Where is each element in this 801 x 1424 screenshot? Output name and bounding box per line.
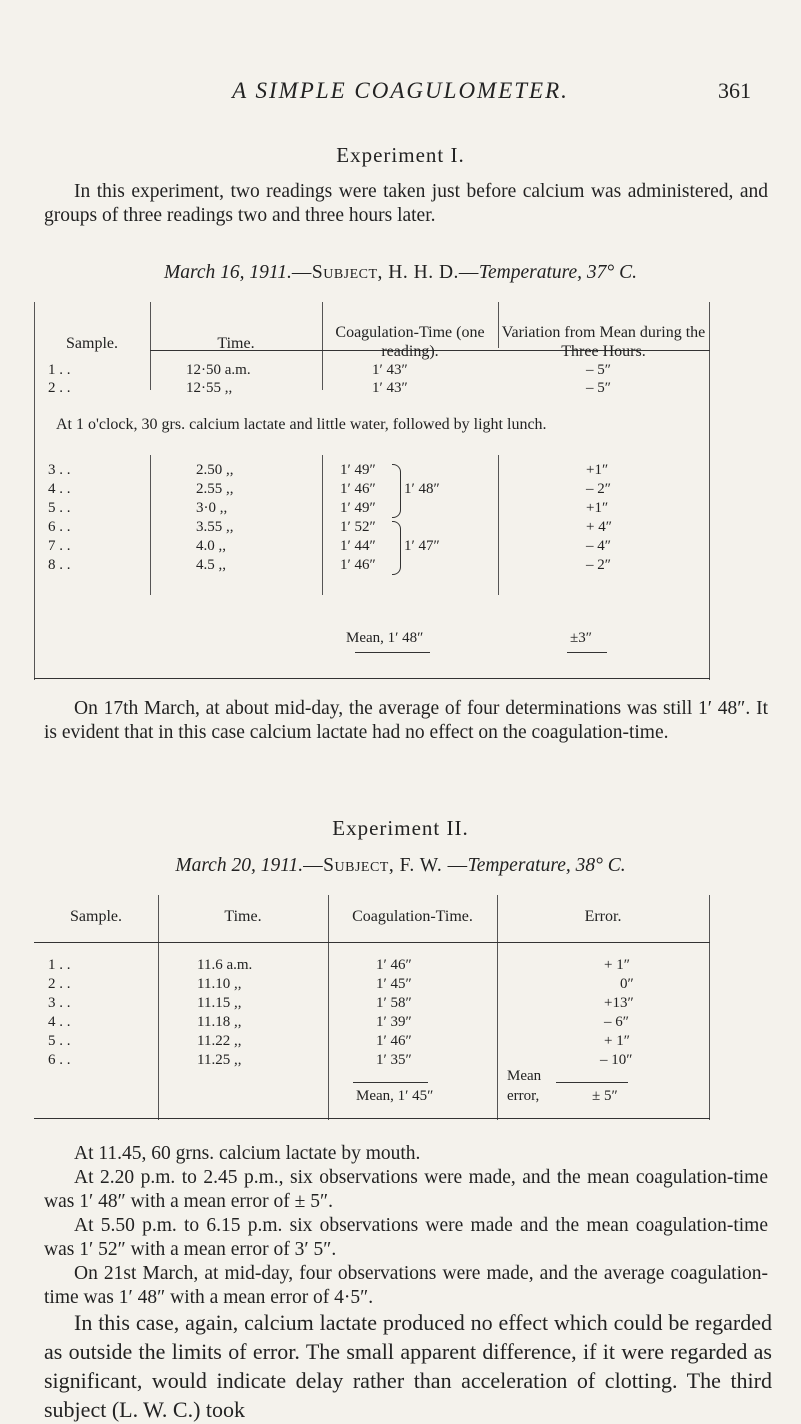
paragraph: At 11.45, 60 grns. calcium lactate by mouth. xyxy=(74,1143,421,1164)
table-row-coag: 1′ 43″ xyxy=(372,380,408,396)
table-row-time: 11.10 ,, xyxy=(197,976,242,992)
table-row-time: 11.18 ,, xyxy=(197,1014,242,1030)
table-row-time: 11.6 a.m. xyxy=(197,957,253,973)
calcium-note: At 1 o'clock, 30 grs. calcium lactate and little water, followed by light lunch. xyxy=(56,416,547,433)
final-paragraph: In this case, again, calcium lactate produced no effect which could be regarded as outside the limits of error. The small apparent difference, if it were regarded as significant, would indicate delay rather than acceleration of clotting. The third subject (L. W. C.) took xyxy=(44,1310,772,1422)
experiment-1-mean: Mean, 1′ 48″ xyxy=(346,630,424,646)
group-brace xyxy=(392,464,401,518)
table-row-coag: 1′ 49″ xyxy=(340,500,376,516)
table-row-variation: +1″ xyxy=(586,462,609,478)
table-row-time: 11.25 ,, xyxy=(197,1052,242,1068)
table-row-sample: 6 . . xyxy=(48,519,71,535)
mean-error-value: ± 5″ xyxy=(592,1088,618,1104)
table-row-sample: 2 . . xyxy=(48,380,71,396)
col-header-time: Time. xyxy=(224,908,262,925)
table-row-sample: 7 . . xyxy=(48,538,71,554)
table-row-variation: – 2″ xyxy=(586,557,611,573)
experiment-2-heading: Experiment II. xyxy=(332,816,469,840)
caption-subject: —Subject, H. H. D.— xyxy=(291,262,479,283)
table-row-time: 2.50 ,, xyxy=(196,462,234,478)
table-row-sample: 4 . . xyxy=(48,1014,71,1030)
table-row-time: 4.5 ,, xyxy=(196,557,226,573)
table-row-coag: 1′ 52″ xyxy=(340,519,376,535)
paragraph-after-exp1: On 17th March, at about mid-day, the average of four determinations was still 1′ 48″. It is evident that in this case calcium lactate had no effect on the coagulation-time. xyxy=(44,698,768,743)
table-row-coag: 1′ 46″ xyxy=(340,557,376,573)
caption-date: March 16, 1911. xyxy=(164,262,292,283)
table-row-coag: 1′ 46″ xyxy=(376,1033,412,1049)
table-row-sample: 2 . . xyxy=(48,976,71,992)
table-row-sample: 3 . . xyxy=(48,462,71,478)
table-row-time: 12·50 a.m. xyxy=(186,362,251,378)
experiment-1-mean-variation: ±3″ xyxy=(570,630,592,646)
col-header-time: Time. xyxy=(217,335,255,352)
table-row-coag: 1′ 43″ xyxy=(372,362,408,378)
table-row-sample: 6 . . xyxy=(48,1052,71,1068)
experiment-2-caption xyxy=(0,855,801,877)
table-row-error: +13″ xyxy=(604,995,634,1011)
table-row-variation: – 5″ xyxy=(586,362,611,378)
table-row-variation: +1″ xyxy=(586,500,609,516)
table-row-coag: 1′ 46″ xyxy=(340,481,376,497)
table-row-coag: 1′ 46″ xyxy=(376,957,412,973)
group-mean: 1′ 47″ xyxy=(404,538,440,554)
table-row-error: + 1″ xyxy=(604,1033,630,1049)
page-number: 361 xyxy=(718,78,751,103)
col-header-error: Error. xyxy=(584,908,622,925)
table-row-variation: – 5″ xyxy=(586,380,611,396)
table-row-error: + 1″ xyxy=(604,957,630,973)
table-row-coag: 1′ 39″ xyxy=(376,1014,412,1030)
table-row-coag: 1′ 58″ xyxy=(376,995,412,1011)
group-mean: 1′ 48″ xyxy=(404,481,440,497)
table-row-time: 3·0 ,, xyxy=(196,500,228,516)
caption-temperature: Temperature, 38° C. xyxy=(467,855,626,876)
caption-temperature: Temperature, 37° C. xyxy=(478,262,637,283)
paragraph: At 5.50 p.m. to 6.15 p.m. six observations were made and the mean coagulation-time was 1′ 52″ with a mean error of 3′ 5″. xyxy=(44,1215,768,1260)
table-row-coag: 1′ 49″ xyxy=(340,462,376,478)
table-row-sample: 5 . . xyxy=(48,500,71,516)
table-row-error: – 6″ xyxy=(604,1014,629,1030)
experiment-1-intro: In this experiment, two readings were taken just before calcium was administered, and groups of three readings two and three hours later. xyxy=(44,181,768,226)
mean-error-label: error, xyxy=(507,1088,540,1104)
table-row-sample: 1 . . xyxy=(48,362,71,378)
col-header-sample: Sample. xyxy=(70,908,122,925)
caption-date: March 20, 1911. xyxy=(175,855,304,876)
table-row-coag: 1′ 45″ xyxy=(376,976,412,992)
table-row-sample: 4 . . xyxy=(48,481,71,497)
running-head xyxy=(0,78,801,108)
table-row-time: 4.0 ,, xyxy=(196,538,226,554)
caption-subject: —Subject, F. W. — xyxy=(303,855,468,876)
col-header-variation: Variation from Mean during the Three Hours. xyxy=(501,324,706,360)
col-header-sample: Sample. xyxy=(66,335,118,352)
group-brace xyxy=(392,521,401,575)
table-row-coag: 1′ 44″ xyxy=(340,538,376,554)
table-row-time: 3.55 ,, xyxy=(196,519,234,535)
experiment-2-mean: Mean, 1′ 45″ xyxy=(356,1088,434,1104)
table-row-sample: 1 . . xyxy=(48,957,71,973)
table-row-error: 0″ xyxy=(620,976,634,992)
col-header-coagulation: Coagulation-Time (one reading). xyxy=(335,324,485,360)
table-row-variation: – 4″ xyxy=(586,538,611,554)
results-text xyxy=(44,1142,768,1310)
col-header-coagulation: Coagulation-Time. xyxy=(352,908,473,925)
table-row-error: – 10″ xyxy=(600,1052,633,1068)
paragraph: At 2.20 p.m. to 2.45 p.m., six observations were made, and the mean coagulation-time was 1′ 48″ with a mean error of ± 5″. xyxy=(44,1167,768,1212)
table-row-variation: + 4″ xyxy=(586,519,612,535)
table-row-time: 2.55 ,, xyxy=(196,481,234,497)
table-row-sample: 8 . . xyxy=(48,557,71,573)
table-row-sample: 5 . . xyxy=(48,1033,71,1049)
table-row-variation: – 2″ xyxy=(586,481,611,497)
table-row-sample: 3 . . xyxy=(48,995,71,1011)
paragraph: On 21st March, at mid-day, four observations were made, and the average coagulation-time was 1′ 48″ with a mean error of 4·5″. xyxy=(44,1263,768,1308)
mean-error-label: Mean xyxy=(507,1068,542,1084)
table-row-coag: 1′ 35″ xyxy=(376,1052,412,1068)
experiment-1-caption xyxy=(0,262,801,284)
experiment-1-heading: Experiment I. xyxy=(336,143,465,167)
running-title: A SIMPLE COAGULOMETER. xyxy=(232,78,569,103)
table-row-time: 11.22 ,, xyxy=(197,1033,242,1049)
table-row-time: 11.15 ,, xyxy=(197,995,242,1011)
table-row-time: 12·55 ,, xyxy=(186,380,233,396)
